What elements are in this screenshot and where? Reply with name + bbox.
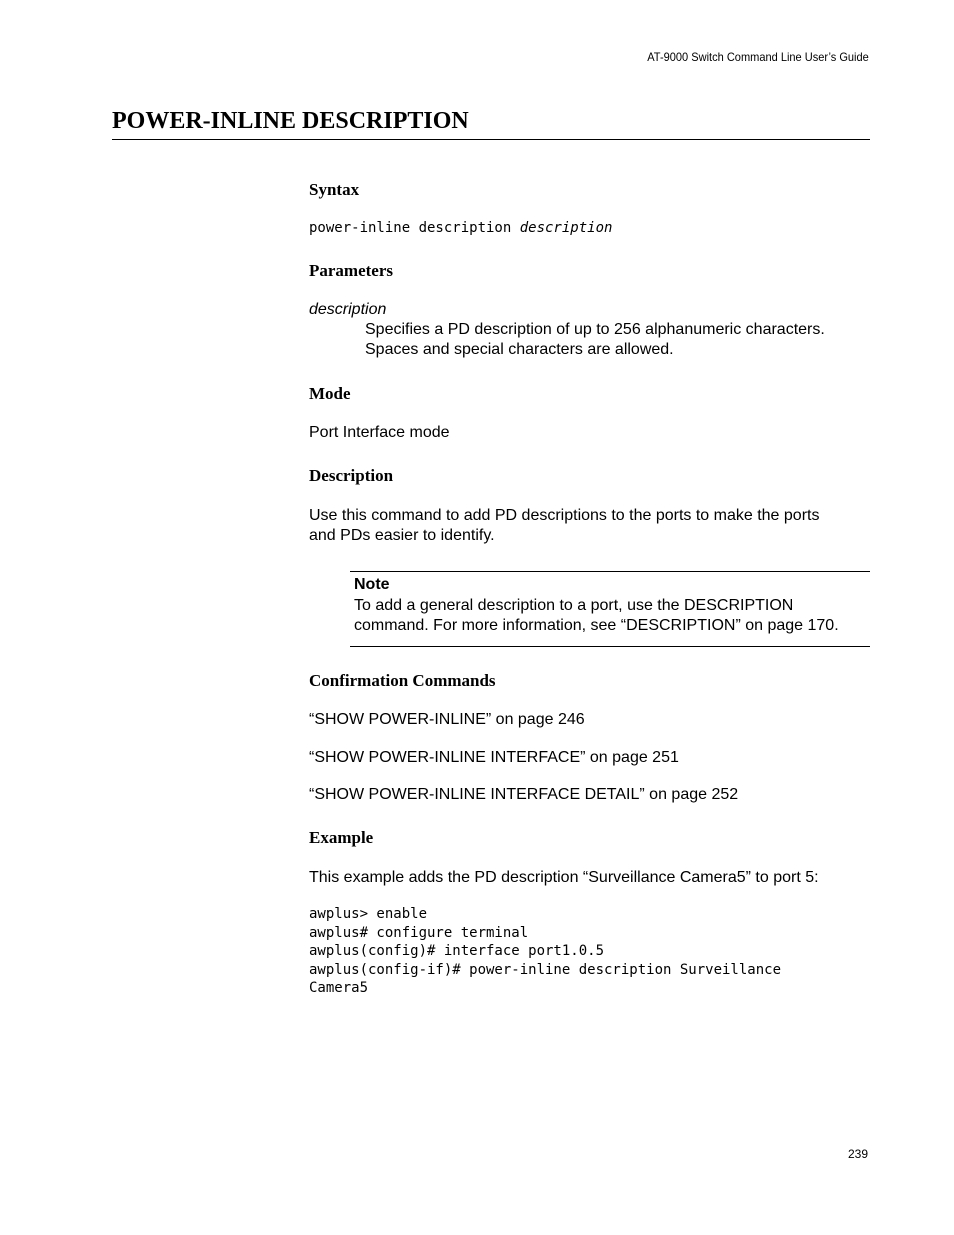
code-line: awplus# configure terminal xyxy=(309,924,529,941)
page-number: 239 xyxy=(847,1147,868,1161)
confirmation-link-show-power-inline-interface-detail[interactable]: “SHOW POWER-INLINE INTERFACE DETAIL” on page 252 xyxy=(309,786,739,803)
note-label: Note xyxy=(354,576,390,593)
parameter-definition-line2: Spaces and special characters are allowed. xyxy=(365,341,674,358)
description-line1: Use this command to add PD descriptions to the ports to make the ports xyxy=(309,507,820,524)
syntax-section xyxy=(309,180,870,200)
parameter-term: description xyxy=(309,301,387,318)
example-section xyxy=(309,828,870,848)
parameter-definition-line1: Specifies a PD description of up to 256 alphanumeric characters. xyxy=(365,321,825,338)
parameters-heading: Parameters xyxy=(309,261,394,280)
confirmation-link-show-power-inline-interface[interactable]: “SHOW POWER-INLINE INTERFACE” on page 251 xyxy=(309,749,679,766)
mode-text: Port Interface mode xyxy=(309,424,450,441)
running-header: AT-9000 Switch Command Line User’s Guide xyxy=(647,50,869,64)
code-line: awplus(config)# interface port1.0.5 xyxy=(309,943,605,959)
example-intro: This example adds the PD description “Surveillance Camera5” to port 5: xyxy=(309,869,819,886)
note-line1: To add a general description to a port, use the DESCRIPTION xyxy=(354,597,794,614)
syntax-argument: description xyxy=(519,220,613,236)
example-heading: Example xyxy=(309,828,374,847)
example-code-block xyxy=(309,905,870,998)
confirmation-section xyxy=(309,671,870,691)
code-line: Camera5 xyxy=(309,980,369,996)
code-line: awplus> enable xyxy=(309,906,428,922)
code-line: awplus(config-if)# power-inline description Surveillance xyxy=(309,961,782,978)
description-heading: Description xyxy=(309,466,394,485)
syntax-command: power-inline description xyxy=(309,220,520,236)
mode-section xyxy=(309,384,870,404)
note-box xyxy=(350,571,870,647)
confirmation-link-show-power-inline[interactable]: “SHOW POWER-INLINE” on page 246 xyxy=(309,711,585,728)
note-text xyxy=(354,596,874,636)
parameters-section xyxy=(309,261,870,281)
confirmation-heading: Confirmation Commands xyxy=(309,671,496,690)
syntax-heading: Syntax xyxy=(309,180,360,199)
note-line2: command. For more information, see “DESCRIPTION” on page 170. xyxy=(354,617,839,634)
title-divider xyxy=(112,139,870,140)
syntax-code xyxy=(309,219,870,238)
page-title: POWER-INLINE DESCRIPTION xyxy=(112,108,469,134)
mode-heading: Mode xyxy=(309,384,351,403)
description-section xyxy=(309,466,870,486)
description-line2: and PDs easier to identify. xyxy=(309,527,495,544)
